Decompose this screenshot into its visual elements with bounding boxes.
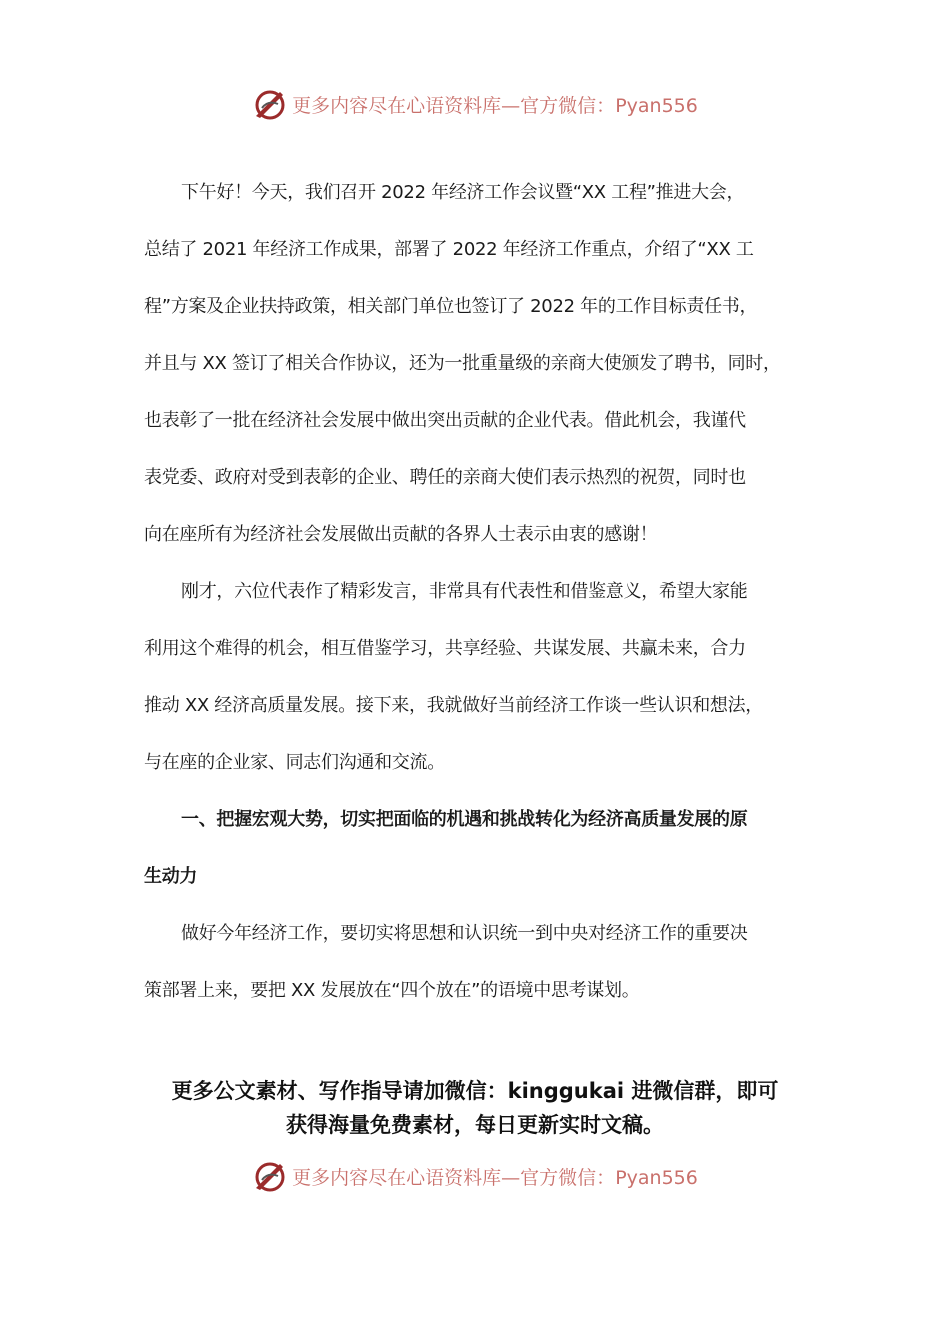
pen-logo-icon bbox=[252, 86, 288, 122]
pen-logo-icon bbox=[252, 1158, 288, 1194]
paragraph-line: 下午好！今天，我们召开 2022 年经济工作会议暨“XX 工程”推进大会， bbox=[181, 182, 745, 203]
watermark-text: 更多内容尽在心语资料库—官方微信：Pyan556 bbox=[292, 1166, 698, 1189]
section-heading: 生动力 bbox=[144, 866, 198, 887]
paragraph-line: 表党委、政府对受到表彰的企业、聘任的亲商大使们表示热烈的祝贺，同时也 bbox=[144, 467, 746, 488]
document-body bbox=[144, 174, 816, 1029]
watermark-text: 更多内容尽在心语资料库—官方微信：Pyan556 bbox=[292, 94, 698, 117]
paragraph-line: 总结了 2021 年经济工作成果，部署了 2022 年经济工作重点，介绍了“XX 工 bbox=[144, 239, 754, 260]
paragraph-line: 利用这个难得的机会，相互借鉴学习，共享经验、共谋发展、共赢未来，合力 bbox=[144, 638, 746, 659]
footer-line-1: 更多公文素材、写作指导请加微信：kinggukai 进微信群，即可 bbox=[171, 1079, 779, 1103]
paragraph-line: 刚才，六位代表作了精彩发言，非常具有代表性和借鉴意义，希望大家能 bbox=[181, 581, 748, 602]
paragraph-line: 策部署上来，要把 XX 发展放在“四个放在”的语境中思考谋划。 bbox=[144, 980, 640, 1001]
footer-line-2: 获得海量免费素材，每日更新实时文稿。 bbox=[286, 1113, 664, 1137]
paragraph-line: 向在座所有为经济社会发展做出贡献的各界人士表示由衷的感谢！ bbox=[144, 524, 658, 545]
paragraph-line: 程”方案及企业扶持政策，相关部门单位也签订了 2022 年的工作目标责任书， bbox=[144, 296, 758, 317]
watermark-banner-top bbox=[0, 84, 950, 124]
footer-promo bbox=[0, 1074, 950, 1142]
watermark-banner-bottom bbox=[0, 1156, 950, 1196]
paragraph-line: 并且与 XX 签订了相关合作协议，还为一批重量级的亲商大使颁发了聘书，同时， bbox=[144, 353, 781, 374]
paragraph-line: 与在座的企业家、同志们沟通和交流。 bbox=[144, 752, 445, 773]
paragraph-line: 做好今年经济工作，要切实将思想和认识统一到中央对经济工作的重要决 bbox=[181, 923, 748, 944]
paragraph-line: 推动 XX 经济高质量发展。接下来，我就做好当前经济工作谈一些认识和想法， bbox=[144, 695, 764, 716]
paragraph-line: 也表彰了一批在经济社会发展中做出突出贡献的企业代表。借此机会，我谨代 bbox=[144, 410, 746, 431]
section-heading: 一、把握宏观大势，切实把面临的机遇和挑战转化为经济高质量发展的原 bbox=[181, 809, 748, 830]
